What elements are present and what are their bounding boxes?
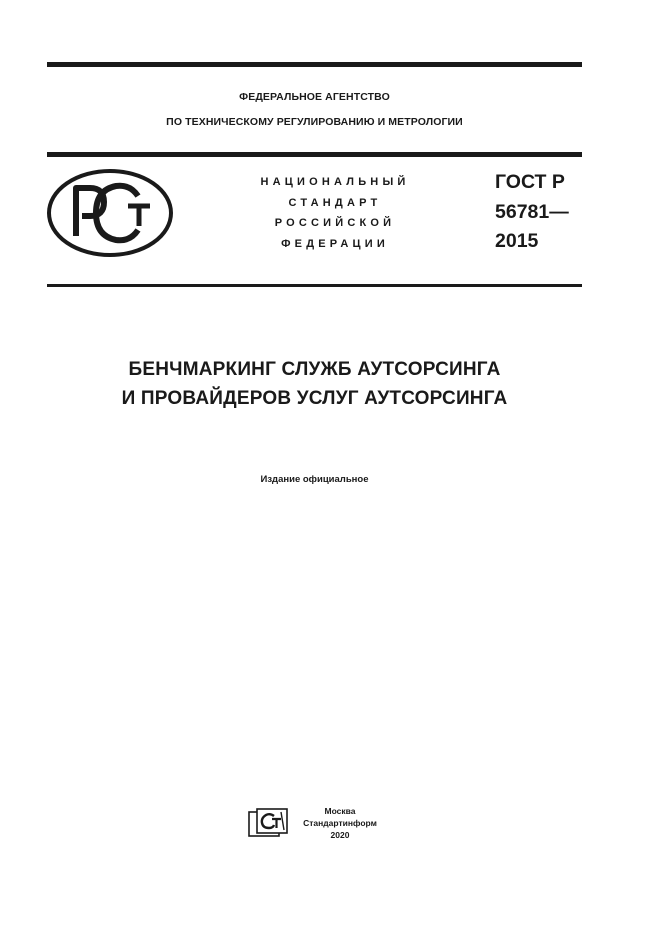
publication-year: 2020 [330,830,350,840]
top-rule [47,62,582,67]
publisher-info [300,805,380,841]
agency-name-line-2: ПО ТЕХНИЧЕСКОМУ РЕГУЛИРОВАНИЮ И МЕТРОЛОГИИ [166,116,463,128]
publisher-city: Москва [324,806,356,816]
gost-line-3: 2015 [495,230,539,252]
gost-line-2: 56781— [495,200,569,223]
standard-line-1: НАЦИОНАЛЬНЫЙ [260,176,410,188]
standard-line-3: РОССИЙСКОЙ [274,217,396,229]
gost-designation [495,168,569,257]
standartinform-logo-icon [248,808,288,838]
publisher-name: Стандартинформ [303,818,377,828]
gost-line-1: ГОСТ Р [495,171,565,193]
bottom-rule [47,284,582,287]
title-line-2: И ПРОВАЙДЕРОВ УСЛУГ АУТСОРСИНГА [121,388,508,409]
title-line-1: БЕНЧМАРКИНГ СЛУЖБ АУТСОРСИНГА [128,359,501,380]
rst-certification-emblem-icon [46,168,174,258]
national-standard-block [225,172,445,254]
agency-name-line-1: ФЕДЕРАЛЬНОЕ АГЕНТСТВО [239,91,390,103]
middle-rule [47,152,582,157]
standard-line-4: ФЕДЕРАЦИИ [281,237,389,250]
standard-line-2: СТАНДАРТ [288,196,382,209]
document-title [47,355,582,413]
edition-label: Издание официальное [260,474,369,485]
